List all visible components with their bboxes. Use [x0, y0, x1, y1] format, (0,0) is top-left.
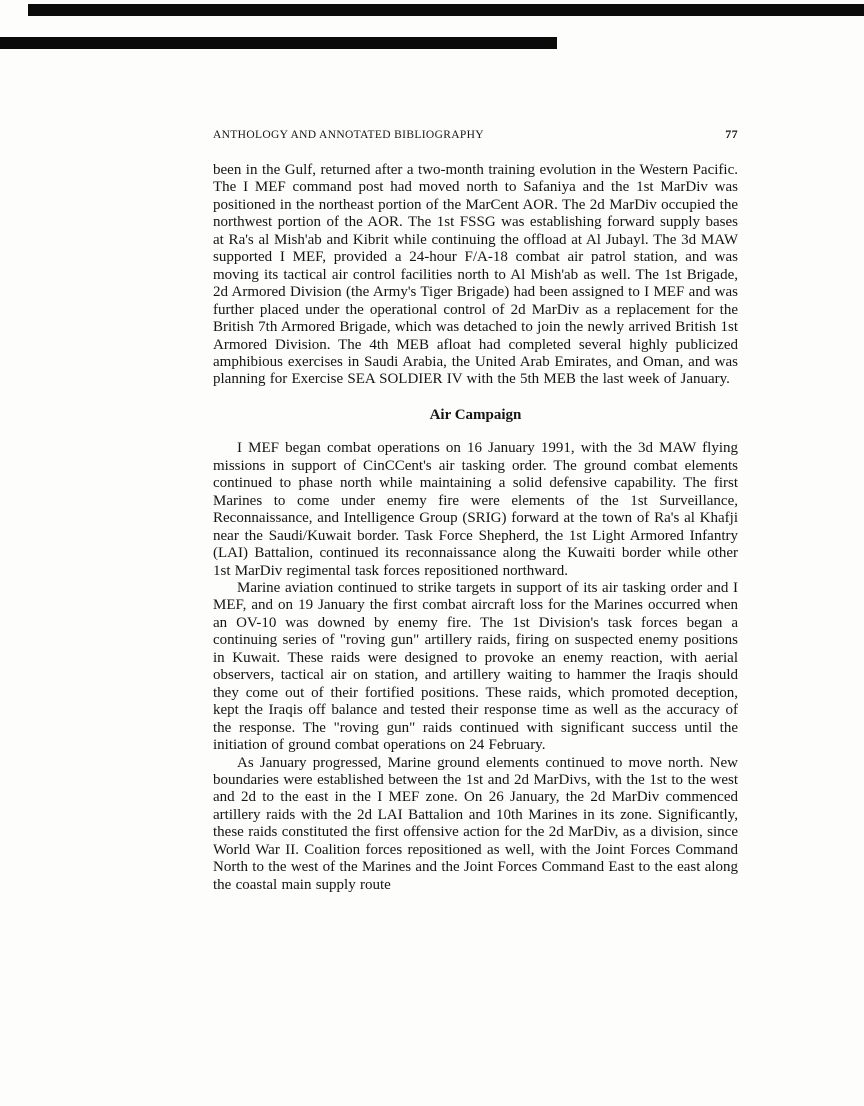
body-paragraph-4: As January progressed, Marine ground elements continued to move north. New boundaries were established between the 1st and 2d MarDivs, with the 1st to the west and 2d to the east in the I MEF zone. On 26 January, the 2d MarDiv commenced artillery raids with the 2d LAI Battalion and 10th Marines in its zone. Significantly, these raids constituted the first offensive action for the 2d MarDiv, as a division, since World War II. Coalition forces repositioned as well, with the Joint Forces Command North to the west of the Marines and the Joint Forces Command East to the east along the coastal main supply route [213, 754, 738, 893]
body-paragraph-1: been in the Gulf, returned after a two-month training evolution in the Western Pacific. The I MEF command post had moved north to Safaniya and the 1st MarDiv was positioned in the northeast portion of the MarCent AOR. The 2d MarDiv occupied the northwest portion of the AOR. The 1st FSSG was establishing forward supply bases at Ra's al Mish'ab and Kibrit while continuing the offload at Al Jubayl. The 3d MAW supported I MEF, provided a 24-hour F/A-18 combat air patrol station, and was moving its tactical air control facilities north to Al Mish'ab as well. The 1st Brigade, 2d Armored Division (the Army's Tiger Brigade) had been assigned to I MEF and was further placed under the operational control of 2d MarDiv as a replacement for the British 7th Armored Brigade, which was detached to join the newly arrived British 1st Armored Division. The 4th MEB afloat had completed several highly publicized amphibious exercises in Saudi Arabia, the United Arab Emirates, and Oman, and was planning for Exercise SEA SOLDIER IV with the 5th MEB the last week of January. [213, 162, 738, 388]
page-content [213, 127, 738, 894]
section-heading-air-campaign: Air Campaign [429, 406, 522, 423]
body-paragraph-2: I MEF began combat operations on 16 January 1991, with the 3d MAW flying missions in support of CinCCent's air tasking order. The ground combat elements continued to phase north while maintaining a solid defensive capability. The first Marines to come under enemy fire were elements of the 1st Surveillance, Reconnaissance, and Intelligence Group (SRIG) forward at the town of Ra's al Khafji near the Saudi/Kuwait border. Task Force Shepherd, the 1st Light Armored Infantry (LAI) Battalion, continued its reconnaissance along the Kuwaiti border while other 1st MarDiv regimental task forces repositioned northward. [213, 440, 738, 579]
scan-artifact-bar-top [28, 4, 864, 16]
running-title: ANTHOLOGY AND ANNOTATED BIBLIOGRAPHY [213, 129, 484, 141]
body-text [213, 162, 738, 894]
page-number: 77 [725, 127, 738, 141]
scan-artifact-bar-left [0, 37, 557, 49]
body-paragraph-3: Marine aviation continued to strike targets in support of its air tasking order and I MEF, and on 19 January the first combat aircraft loss for the Marines occurred when an OV-10 was downed by enemy fire. The 1st Division's task forces began a continuing series of "roving gun" artillery raids, firing on suspected enemy positions in Kuwait. These raids were designed to provoke an enemy reaction, with aerial observers, tactical air on station, and artillery waiting to hammer the Iraqis should they come out of their fortified positions. These raids, which promoted deception, kept the Iraqis off balance and tested their response time as well as the accuracy of the response. The "roving gun" raids continued with significant success until the initiation of ground combat operations on 24 February. [213, 579, 738, 754]
running-header [213, 127, 738, 142]
